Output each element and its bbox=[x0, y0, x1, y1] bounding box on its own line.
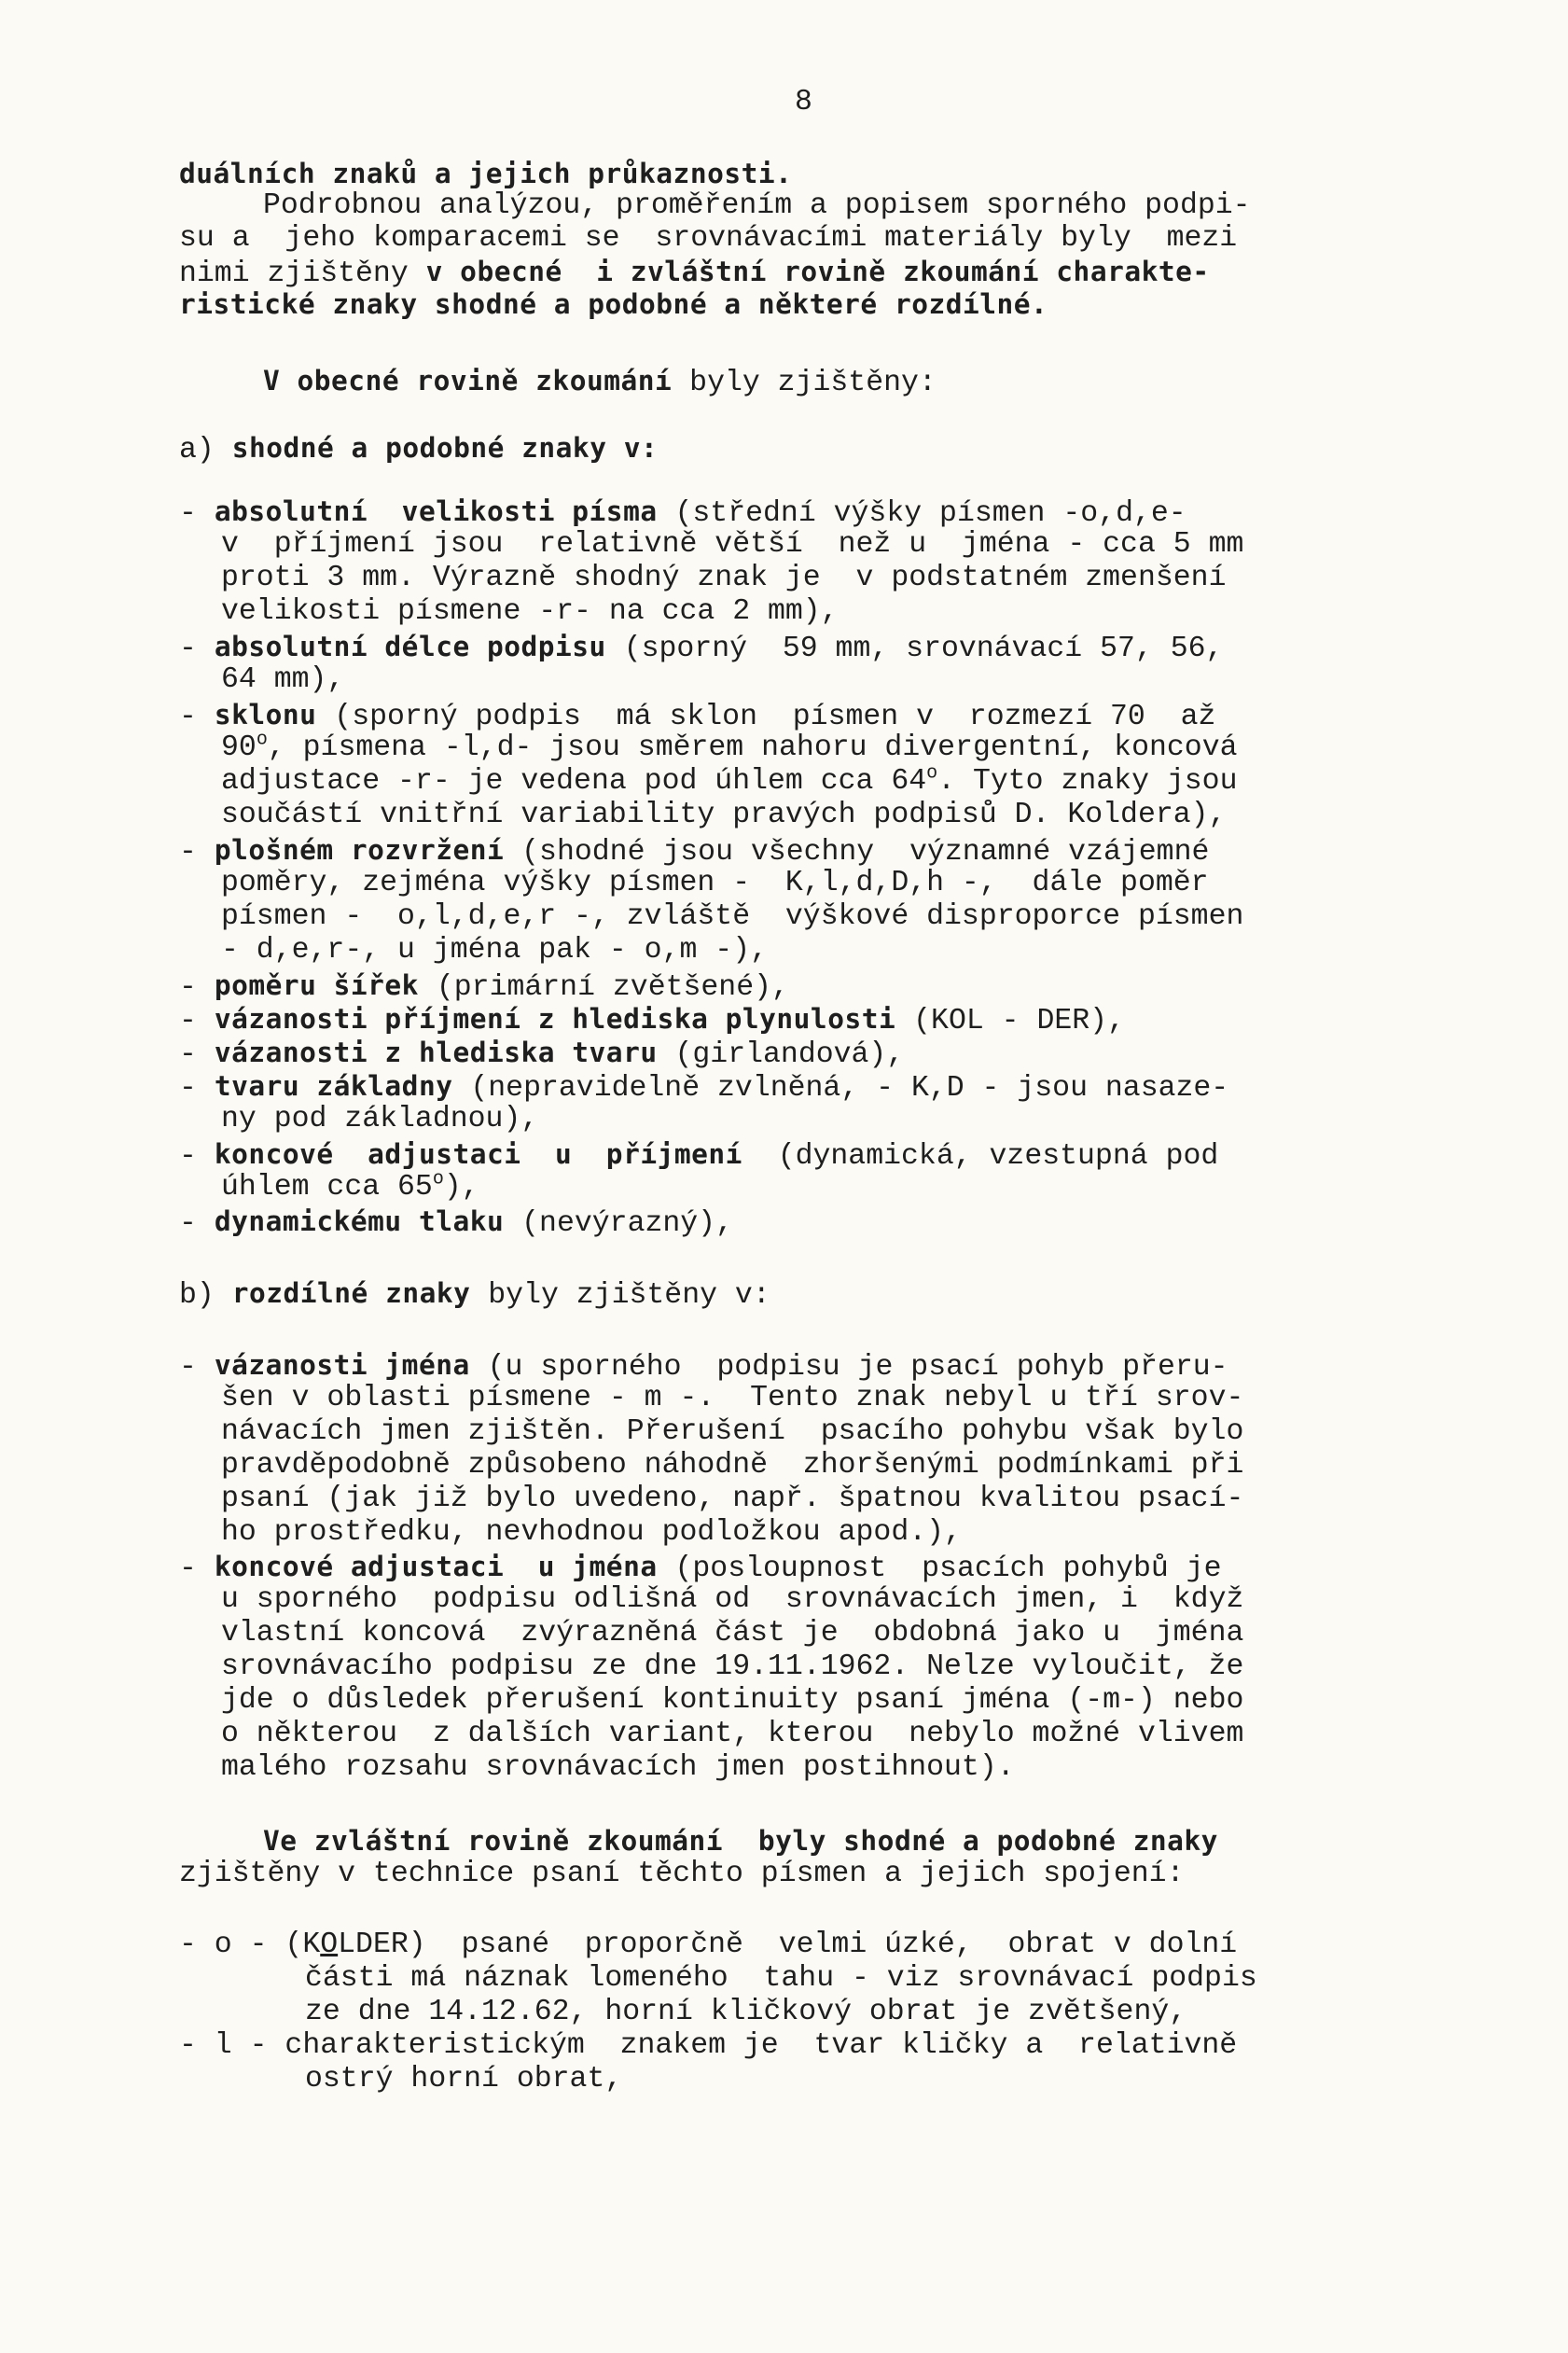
text-run: (dynamická, vzestupná pod bbox=[742, 1140, 1219, 1173]
text-line bbox=[221, 1168, 479, 1204]
text-run: O bbox=[320, 1928, 339, 1961]
bold-text: vázanosti z hlediska tvaru bbox=[214, 1037, 658, 1068]
text-run bbox=[723, 1827, 758, 1859]
bold-text: shodné a podobné znaky v: bbox=[231, 432, 659, 464]
text-run: ny pod základnou), bbox=[221, 1103, 539, 1135]
text-run: 90 bbox=[221, 731, 257, 764]
text-line bbox=[221, 595, 839, 629]
text-line bbox=[179, 2029, 1237, 2063]
text-line bbox=[221, 1449, 1243, 1483]
text-run: adjustace -r- je vedena pod úhlem cca 64 bbox=[221, 765, 927, 798]
text-run: byly zjištěny v: bbox=[470, 1279, 770, 1312]
bold-text: absolutní délce podpisu bbox=[214, 631, 606, 662]
text-line bbox=[263, 189, 1251, 223]
bold-text: koncové adjustaci u příjmení bbox=[214, 1138, 742, 1170]
bold-text: plošném rozvržení bbox=[214, 834, 505, 866]
text-line bbox=[179, 1276, 770, 1313]
text-line bbox=[221, 1103, 538, 1136]
text-run: proti 3 mm. Výrazně shodný znak je v podstatném zmenšení bbox=[221, 562, 1227, 594]
text-line bbox=[179, 1036, 904, 1072]
text-run: - d,e,r-, u jména pak - o,m -), bbox=[221, 934, 768, 967]
text-line bbox=[221, 731, 1238, 765]
text-run: (nepravidelně zvlněná, - K,D - jsou nasaze- bbox=[452, 1072, 1229, 1105]
text-run: byly zjištěny: bbox=[672, 367, 937, 399]
text-line bbox=[221, 762, 1238, 799]
text-line bbox=[305, 2063, 622, 2096]
text-run: a) bbox=[179, 434, 232, 466]
text-run: úhlem cca 65 bbox=[221, 1171, 433, 1204]
text-run: šen v oblasti písmene - m -. Tento znak nebyl u tří srov- bbox=[221, 1382, 1244, 1414]
text-run: b) bbox=[179, 1279, 232, 1312]
text-run: - bbox=[179, 1140, 215, 1173]
text-run: návacích jmen zjištěn. Přerušení psacího pohybu však bylo bbox=[221, 1415, 1244, 1448]
bold-text: vázanosti příjmení z hlediska plynulosti bbox=[214, 1003, 896, 1035]
text-run: ze dne 14.12.62, horní kličkový obrat je zvětšený, bbox=[305, 1996, 1187, 2028]
text-run: srovnávacího podpisu ze dne 19.11.1962. Nelze vyloučit, že bbox=[221, 1650, 1244, 1683]
text-run: - bbox=[179, 971, 215, 1004]
text-line bbox=[305, 1996, 1186, 2029]
text-line bbox=[179, 1204, 733, 1241]
text-line bbox=[221, 1483, 1243, 1516]
text-line bbox=[179, 157, 792, 193]
bold-text: tvaru základny bbox=[214, 1070, 453, 1102]
text-run: psaní (jak již bylo uvedeno, např. špatnou kvalitou psací- bbox=[221, 1483, 1244, 1515]
text-run: písmen - o,l,d,e,r -, zvláště výškové disproporce písmen bbox=[221, 900, 1244, 933]
text-line bbox=[179, 1348, 1228, 1385]
text-line bbox=[221, 1415, 1243, 1449]
text-run: u sporného podpisu odlišná od srovnávacích jmen, i když bbox=[221, 1583, 1244, 1616]
text-run: (KOL - DER), bbox=[895, 1005, 1125, 1037]
text-run: 64 mm), bbox=[221, 663, 345, 696]
bold-text: poměru šířek bbox=[214, 969, 419, 1001]
text-line bbox=[221, 562, 1226, 595]
text-run: - bbox=[179, 1207, 215, 1240]
text-line bbox=[179, 1002, 1125, 1038]
text-run: (střední výšky písmen -o,d,e- bbox=[657, 497, 1186, 530]
bold-text: Ve zvláštní rovině zkoumání bbox=[263, 1825, 724, 1857]
text-run: v příjmení jsou relativně větší než u jména - cca 5 mm bbox=[221, 528, 1244, 561]
text-run: (nevýrazný), bbox=[504, 1207, 733, 1240]
text-line bbox=[179, 1858, 1184, 1891]
bold-text: duálních znaků a jejich průkaznosti. bbox=[179, 158, 793, 189]
text-run: (sporný 59 mm, srovnávací 57, 56, bbox=[605, 633, 1224, 665]
text-run: su a jeho komparacemi se srovnávacími materiály byly mezi bbox=[179, 222, 1238, 255]
text-line bbox=[179, 255, 1210, 291]
text-line bbox=[221, 1718, 1243, 1751]
text-line bbox=[221, 1650, 1243, 1684]
text-run: poměry, zejména výšky písmen - K,l,d,D,h -, dále poměr bbox=[221, 867, 1209, 899]
text-run: (primární zvětšené), bbox=[418, 971, 789, 1004]
bold-text: ristické znaky shodné a podobné a některé rozdílné. bbox=[179, 288, 1048, 320]
text-run: o některou z dalších variant, kterou nebylo možné vlivem bbox=[221, 1718, 1244, 1750]
text-line bbox=[263, 1824, 1218, 1860]
text-run: ostrý horní obrat, bbox=[305, 2063, 623, 2095]
text-line bbox=[179, 494, 1186, 531]
superscript: o bbox=[926, 762, 938, 785]
text-run: součástí vnitřní variability pravých podpisů D. Koldera), bbox=[221, 799, 1227, 831]
text-line bbox=[221, 1516, 962, 1550]
text-line bbox=[221, 1583, 1243, 1617]
text-line bbox=[179, 1069, 1228, 1106]
text-run: - bbox=[179, 1005, 215, 1037]
text-run: LDER) psané proporčně velmi úzké, obrat v dolní bbox=[338, 1928, 1238, 1961]
bold-text: absolutní velikosti písma bbox=[214, 495, 658, 527]
text-run: (shodné jsou všechny významné vzájemné bbox=[504, 836, 1210, 869]
text-run: . Tyto znaky jsou bbox=[937, 765, 1238, 798]
text-line bbox=[221, 900, 1243, 934]
bold-text: dynamickému tlaku bbox=[214, 1205, 505, 1237]
text-line bbox=[179, 222, 1237, 256]
text-line bbox=[221, 528, 1243, 562]
text-run: ho prostředku, nevhodnou podložkou apod.), bbox=[221, 1516, 962, 1549]
text-line bbox=[179, 431, 658, 467]
text-line bbox=[221, 867, 1209, 900]
text-run: - bbox=[179, 497, 215, 530]
text-line bbox=[179, 287, 1048, 324]
text-line bbox=[221, 1684, 1243, 1718]
text-run: (u sporného podpisu je psací pohyb přeru- bbox=[469, 1351, 1228, 1384]
text-run: - bbox=[179, 1552, 215, 1585]
text-line bbox=[179, 833, 1209, 870]
text-line bbox=[179, 1550, 1222, 1586]
text-run: - bbox=[179, 1072, 215, 1105]
text-run: - bbox=[179, 836, 215, 869]
text-line bbox=[179, 1928, 1237, 1962]
text-line bbox=[221, 1751, 1015, 1785]
text-run: - l - charakteristickým znakem je tvar kličky a relativně bbox=[179, 2029, 1238, 2062]
bold-text: koncové adjustaci u jména bbox=[214, 1551, 658, 1582]
bold-text: vázanosti jména bbox=[214, 1349, 470, 1381]
text-run: - o - (K bbox=[179, 1928, 321, 1961]
text-run: části má náznak lomeného tahu - viz srovnávací podpis bbox=[305, 1962, 1257, 1995]
text-line bbox=[221, 799, 1226, 832]
superscript: o bbox=[432, 1168, 444, 1190]
text-run: , písmena -l,d- jsou směrem nahoru divergentní, koncová bbox=[267, 731, 1238, 764]
text-run: (posloupnost psacích pohybů je bbox=[657, 1552, 1222, 1585]
text-line bbox=[221, 934, 768, 968]
text-run: ), bbox=[443, 1171, 479, 1204]
text-line bbox=[263, 364, 937, 400]
text-run: velikosti písmene -r- na cca 2 mm), bbox=[221, 595, 839, 628]
bold-text: v obecné i zvláštní rovině zkoumání charakte- bbox=[425, 256, 1210, 287]
text-run: nimi zjištěny bbox=[179, 258, 426, 290]
text-run: - bbox=[179, 1038, 215, 1071]
text-line bbox=[221, 1617, 1243, 1650]
text-run: - bbox=[179, 1351, 215, 1384]
text-line bbox=[221, 1382, 1243, 1415]
superscript: o bbox=[256, 729, 268, 751]
text-run: (sporný podpis má sklon písmen v rozmezí 70 až bbox=[316, 701, 1216, 733]
page-number: 8 bbox=[795, 86, 812, 118]
text-run: jde o důsledek přerušení kontinuity psaní jména (-m-) nebo bbox=[221, 1684, 1244, 1717]
text-run: Podrobnou analýzou, proměřením a popisem sporného podpi- bbox=[263, 189, 1251, 222]
bold-text: rozdílné znaky bbox=[231, 1277, 471, 1309]
text-line bbox=[221, 663, 344, 697]
text-line bbox=[179, 968, 789, 1005]
text-run: - bbox=[179, 633, 215, 665]
text-line bbox=[305, 1962, 1257, 1996]
text-run: - bbox=[179, 701, 215, 733]
text-run: (girlandová), bbox=[657, 1038, 905, 1071]
bold-text: sklonu bbox=[214, 699, 317, 731]
text-line bbox=[179, 630, 1223, 666]
text-line bbox=[179, 1137, 1218, 1174]
bold-text: V obecné rovině zkoumání bbox=[263, 365, 673, 397]
text-line bbox=[179, 698, 1215, 734]
text-run: vlastní koncová zvýrazněná část je obdobná jako u jména bbox=[221, 1617, 1244, 1650]
bold-text: byly shodné a podobné znaky bbox=[757, 1825, 1218, 1857]
text-run: pravděpodobně způsobeno náhodně zhoršenými podmínkami při bbox=[221, 1449, 1244, 1482]
text-run: zjištěny v technice psaní těchto písmen a jejich spojení: bbox=[179, 1858, 1185, 1890]
text-run: malého rozsahu srovnávacích jmen postihnout). bbox=[221, 1751, 1015, 1784]
